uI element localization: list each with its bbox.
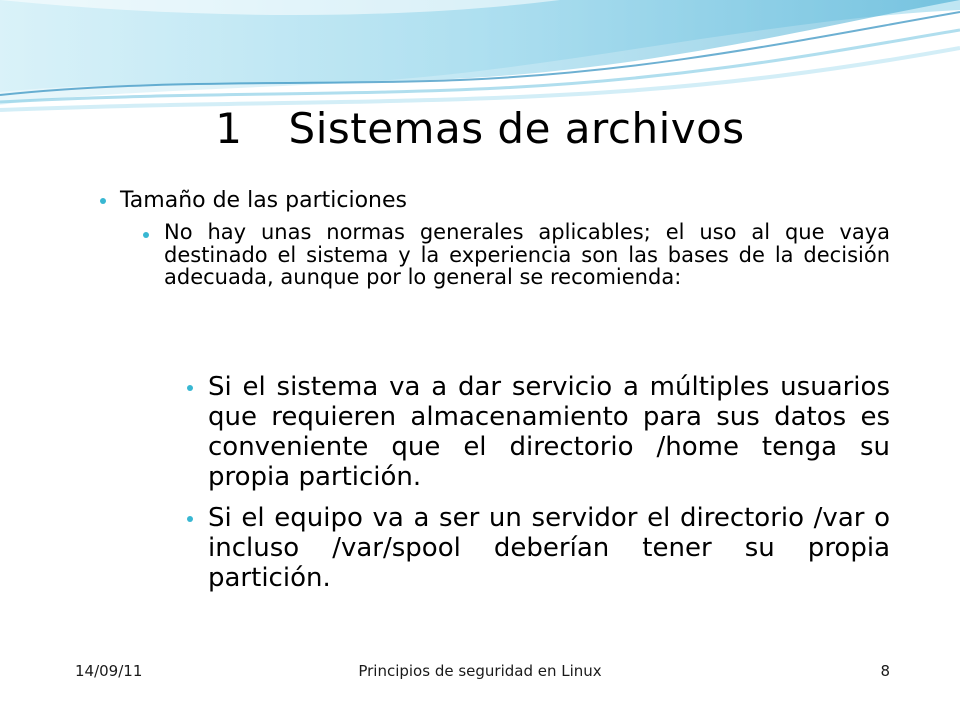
footer-title: Principios de seguridad en Linux: [358, 662, 602, 680]
footer-date: 14/09/11: [75, 662, 143, 680]
bullet-icon: [187, 385, 193, 391]
bullet-level3-var: Si el equipo va a ser un servidor el directorio /var o incluso /var/spool deberían tener su propia partición.: [208, 503, 890, 593]
bullet-level1: Tamaño de las particiones: [120, 188, 407, 213]
footer-page-number: 8: [880, 662, 890, 680]
slide-title-number: 1: [215, 104, 243, 153]
bullet-icon: [143, 232, 149, 238]
slide-title-text: Sistemas de archivos: [288, 104, 745, 153]
bullet-icon: [100, 198, 106, 204]
bullet-level3-home: Si el sistema va a dar servicio a múltiples usuarios que requieren almacenamiento para sus datos es conveniente que el directorio /home tenga su propia partición.: [208, 372, 890, 492]
bullet-icon: [187, 516, 193, 522]
slide-title: [0, 104, 960, 153]
bullet-level2: No hay unas normas generales aplicables; el uso al que vaya destinado el sistema y la experiencia son las bases de la decisión adecuada, aunque por lo general se recomienda:: [164, 220, 890, 289]
